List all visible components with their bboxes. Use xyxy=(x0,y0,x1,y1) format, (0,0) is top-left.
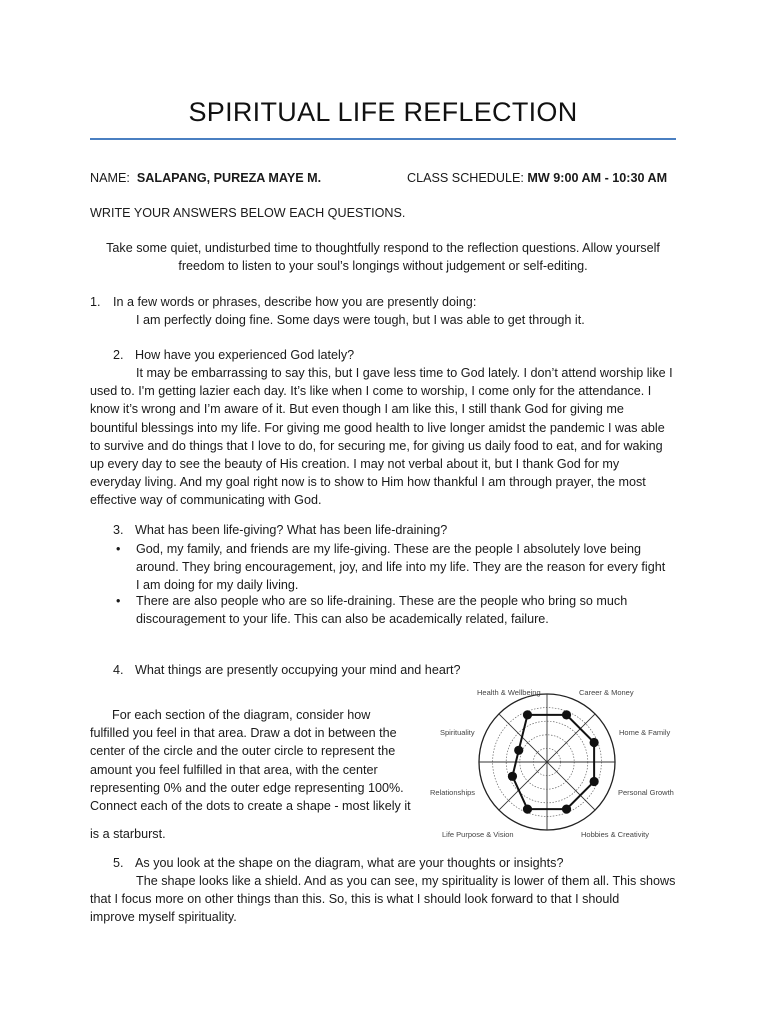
answer-line: improve myself spirituality. xyxy=(90,910,237,925)
name-label: NAME: xyxy=(90,171,130,185)
intro-line: Take some quiet, undisturbed time to thoughtfully respond to the reflection questions. Allow yourself xyxy=(106,241,660,255)
label-relationships: Relationships xyxy=(430,788,476,797)
question-text: As you look at the shape on the diagram, what are your thoughts or insights? xyxy=(135,856,564,870)
intro-paragraph xyxy=(90,239,676,275)
intro-line: freedom to listen to your soul’s longings without judgement or self-editing. xyxy=(178,259,588,274)
schedule-label: CLASS SCHEDULE: xyxy=(407,171,524,185)
fulfillment-dot xyxy=(562,805,571,814)
fulfillment-dot xyxy=(590,777,599,786)
question-text: What things are presently occupying your mind and heart? xyxy=(135,663,461,677)
header-info xyxy=(90,169,676,187)
bullet-text xyxy=(136,592,676,628)
bullet-text xyxy=(136,540,676,595)
label-spirituality: Spirituality xyxy=(440,728,475,737)
fulfillment-dot xyxy=(508,772,517,781)
answer-line: to survive and do things that I love to do, for securing me, for giving us daily food to eat, and for waking xyxy=(90,438,663,453)
answer-text: I am perfectly doing fine. Some days were tough, but I was able to get through it. xyxy=(136,313,585,327)
instruction-line: amount you feel fulfilled in that area, with the center xyxy=(90,762,378,777)
label-growth: Personal Growth xyxy=(618,788,674,797)
diagram-instructions xyxy=(90,706,416,843)
page-title: SPIRITUAL LIFE REFLECTION xyxy=(188,97,578,127)
question-number: 4. xyxy=(113,663,124,677)
answer-line: bountiful blessings into my life. For giving me good health to live longer amidst the pandemic I was able xyxy=(90,420,665,435)
name-value: SALAPANG, PUREZA MAYE M. xyxy=(136,171,322,185)
instruction-line: center of the circle and the outer circle to represent the xyxy=(90,744,396,759)
answer-line: effective way of communicating with God. xyxy=(90,493,322,508)
question-text: What has been life-giving? What has been life-draining? xyxy=(135,523,448,537)
answer-line: up every day to see the beauty of His creation. I may not verbal about it, but I thank God for my xyxy=(90,457,620,472)
bullet-line: discouragement to your life. This can also be academically related, failure. xyxy=(136,612,549,627)
answer-line: The shape looks like a shield. And as you can see, my spirituality is lower of them all. This shows xyxy=(136,874,676,888)
life-wheel-diagram xyxy=(425,684,685,840)
fulfillment-dot xyxy=(590,738,599,747)
instruction: WRITE YOUR ANSWERS BELOW EACH QUESTIONS. xyxy=(90,206,406,220)
bullet-icon: • xyxy=(116,594,121,608)
label-purpose: Life Purpose & Vision xyxy=(442,830,514,839)
answer-paragraph xyxy=(90,872,676,927)
instruction-line: representing 0% and the outer edge representing 100%. xyxy=(90,780,404,795)
fulfillment-dot xyxy=(523,805,532,814)
instruction-line: Connect each of the dots to create a shape - most likely it xyxy=(90,799,411,814)
answer-line: It may be embarrassing to say this, but I gave less time to God lately. I don’t attend worship like I xyxy=(136,366,673,380)
label-home: Home & Family xyxy=(619,728,671,737)
answer-paragraph xyxy=(90,364,676,510)
title-divider xyxy=(90,138,676,140)
question-text: How have you experienced God lately? xyxy=(135,348,355,362)
bullet-line: around. They bring encouragement, joy, and life into my life. They are the reason for every fight xyxy=(136,560,666,575)
bullet-line: I am doing for my daily living. xyxy=(136,578,299,593)
fulfillment-dot xyxy=(523,710,532,719)
label-hobbies: Hobbies & Creativity xyxy=(581,830,649,839)
question-text: In a few words or phrases, describe how you are presently doing: xyxy=(113,295,477,309)
instruction-line: For each section of the diagram, consider how xyxy=(112,708,371,722)
instruction-line: is a starburst. xyxy=(90,827,166,842)
schedule-value: MW 9:00 AM - 10:30 AM xyxy=(527,171,668,185)
fulfillment-dot xyxy=(562,710,571,719)
bullet-line: There are also people who are so life-draining. These are the people who bring so much xyxy=(136,594,628,608)
answer-line: used to. I'm getting lazier each day. It’s like when I come to worship, I come only for the attendance. I xyxy=(90,384,652,399)
answer-line: know it’s wrong and I’m aware of it. But even though I am like this, I still thank God for giving me xyxy=(90,402,624,417)
bullet-line: God, my family, and friends are my life-giving. These are the people I absolutely love being xyxy=(136,542,641,556)
schedule-group xyxy=(407,169,667,187)
label-career: Career & Money xyxy=(579,688,634,697)
instruction-line: fulfilled you feel in that area. Draw a dot in between the xyxy=(90,726,397,741)
label-health: Health & Wellbeing xyxy=(477,688,541,697)
wheel-geometry xyxy=(479,694,615,830)
question-number: 2. xyxy=(113,348,124,362)
answer-line: that I focus more on other things than this. So, this is what I should look forward to that I should xyxy=(90,892,620,907)
bullet-icon: • xyxy=(116,542,121,556)
fulfillment-dot xyxy=(514,746,523,755)
answer-line: everyday living. And my goal right now is to show to Him how thankful I am through prayer, the most xyxy=(90,475,646,490)
question-number: 5. xyxy=(113,856,124,870)
question-number: 1. xyxy=(90,295,101,309)
question-number: 3. xyxy=(113,523,124,537)
